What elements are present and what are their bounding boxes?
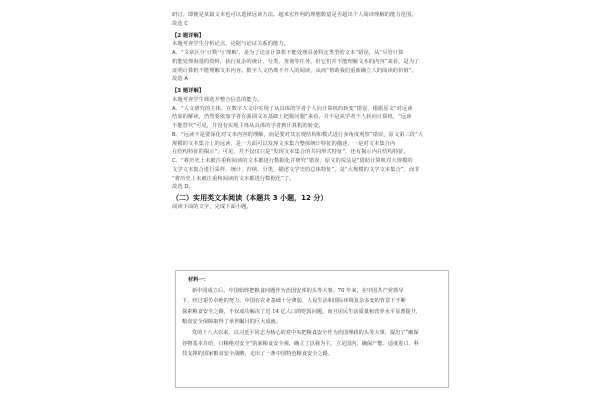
text-line: C．“将历史上未被注重和阅读的文本都进行数据化并研究”错误，原文的说法是“借助计算机对大规模的 xyxy=(172,158,413,164)
material-line: 技支撑的国家粮食安全战略，走出了一条中国特色粮食安全之路。 xyxy=(182,351,334,358)
text-line: 规模的文本集合上的远读，是一方面可以发现文本集合整体统计特征的描述；一是对文本集合内 xyxy=(172,140,396,147)
text-line: “将历史上未被注重和阅读的文本都进行数据化”了。 xyxy=(172,175,295,182)
text-line: 研讨。即便是某篇文本也可以选择远读方法。超米宏作网的理想数量是否超出个人阅读理解的能力范围。 xyxy=(172,12,417,18)
text-line: 在结构特征的揭示”，可见，并不仅仅只是“发现文本集合的共同形式特征”，还有揭示内在结构特征。 xyxy=(172,149,409,156)
material-line: 新中国成立后，中国始终把粮食问题作为治国安邦的头等大事。70 年来，在中国共产党领导 xyxy=(192,287,404,294)
material-line: 谷物基本自给、口粮绝对安全”的新粮食安全观，确立了以我为主、立足国内、确保产能、适度进口、科 xyxy=(182,340,420,347)
text-line: A．“人文研究的主体，在数字人文中实现了从具体的学者个人向计算机的转变”错误，根据原文“对远读 xyxy=(172,105,413,112)
instruction-text: 阅读下面的文字，完成下面小题。 xyxy=(172,204,252,210)
text-line: 故选 D。 xyxy=(172,184,194,191)
answer-header: 【2 题详解】 xyxy=(172,32,205,39)
reading-material-box xyxy=(175,270,449,388)
text-line: 故选 A xyxy=(172,76,188,83)
material-line: 探索粮食安全之路，不仅成功解决了近 14 亿人口的吃饭问题，而且居民生活质量和营养水平显著提升， xyxy=(182,308,422,315)
material-line: 粮食安全保障取得了举世瞩目的巨大成就。 xyxy=(182,319,281,326)
text-line: 结果的解读，仍然要依靠学者在强调文本基础上把握问题”来看，并不是从学者个人转向计算机，“远读 xyxy=(172,114,412,121)
answer-header: 【3 题详解】 xyxy=(172,88,205,94)
text-line: 文学文本集合进行采样、统计、归纳、分类，描述文学史的总体特征”，是“大规模的文学文本集合”，而非 xyxy=(172,166,420,173)
text-line: 不能替代”可见，并没有实现主体从具体的学者到计算机的转变。 xyxy=(172,123,324,129)
text-line: 机能处理海量的资料，执行复杂的统计、分类、查询等任务，但它们并不能理解文本的内容”来看，是为了 xyxy=(172,58,420,65)
text-line: 故选 C xyxy=(172,20,189,27)
section-title: （二）实用类文本阅读（本题共 3 小题，12 分） xyxy=(172,194,328,202)
text-line: A．“文章区分‘计数’与‘理解’，是为了论证计算机不能处理具备特定类型的文本”错误，从“尽管计算 xyxy=(172,50,404,56)
text-line: 本题考查学生筛选并整合信息的能力。 xyxy=(172,96,263,103)
material-line: 下，经过艰苦卓绝的努力，中国在农业基础十分薄弱、人民生活和国际环境复杂多变的背景下不断 xyxy=(182,298,406,305)
material-title: 材料一： xyxy=(188,277,209,283)
text-line: 本题考查学生分析论点、论据与论证关系的能力。 xyxy=(172,41,289,48)
material-line: 党的十八大以来，以习近平同志为核心的党中央把粮食安全作为治国理政的头等大事，提出了“确保 xyxy=(192,329,419,336)
text-line: B．“远读不是要深化对文本内容的理解，而是要对其宏观结构和模式进行多角度观察”错误，原文第三段“大 xyxy=(172,131,424,138)
text-line: 证明计算机不能理解文本内容。数字人文仍离不开人的阅读，从而“帮助我们重新确立人的阅读的价值”。 xyxy=(172,67,417,74)
